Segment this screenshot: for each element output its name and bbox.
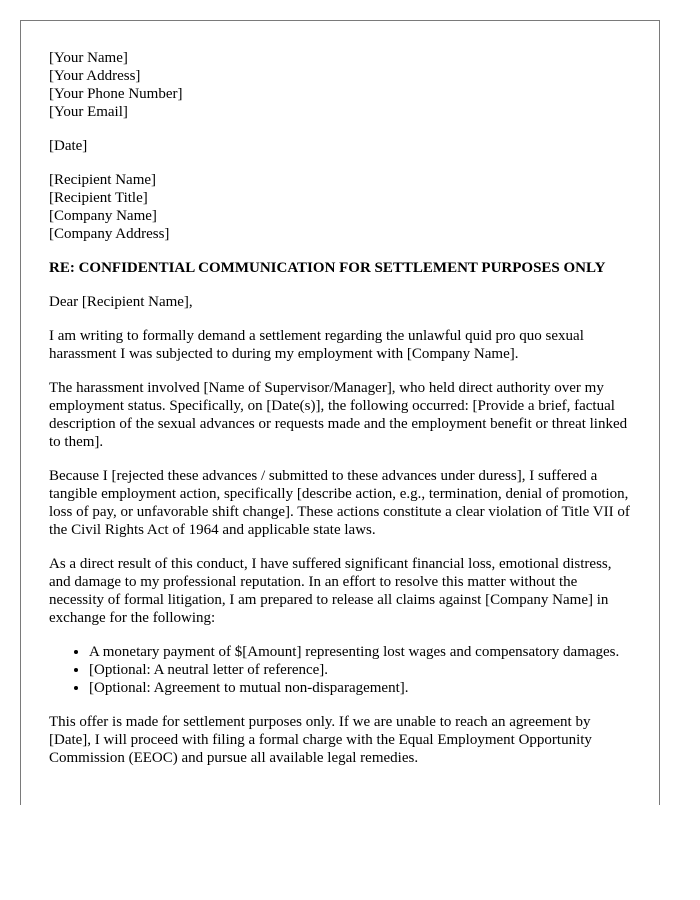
recipient-block <box>49 171 634 243</box>
demand-item-payment: • A monetary payment of $[Amount] representing lost wages and compensatory damages. <box>89 643 634 661</box>
letter-page <box>20 20 660 805</box>
paragraph-intro: I am writing to formally demand a settlement regarding the unlawful quid pro quo sexual harassment I was subjected to during my employment with [Company Name]. <box>49 328 584 362</box>
demand-item-reference: • [Optional: A neutral letter of reference]. <box>89 661 634 679</box>
demands-list <box>49 643 634 697</box>
subject-line: RE: CONFIDENTIAL COMMUNICATION FOR SETTLEMENT PURPOSES ONLY <box>49 260 606 276</box>
sender-block <box>49 49 634 121</box>
paragraph-damages: As a direct result of this conduct, I have suffered significant financial loss, emotional distress, and damage to my professional reputation. In an effort to resolve this matter without the necessity of formal litigation, I am prepared to release all claims against [Company Name] in exchange for the following: <box>49 556 612 626</box>
recipient-name: [Recipient Name] <box>49 172 157 188</box>
sender-phone: [Your Phone Number] <box>49 86 183 102</box>
paragraph-closing: This offer is made for settlement purposes only. If we are unable to reach an agreement by [Date], I will proceed with filing a formal charge with the Equal Employment Opportunity Commission (EEOC) and pursue all available legal remedies. <box>49 714 592 766</box>
paragraph-employment-action: Because I [rejected these advances / submitted to these advances under duress], I suffered a tangible employment action, specifically [describe action, e.g., termination, denial of promotion, loss of pay, or unfavorable shift change]. These actions constitute a clear violation of Title VII of the Civil Rights Act of 1964 and applicable state laws. <box>49 468 630 538</box>
sender-email: [Your Email] <box>49 104 128 120</box>
recipient-company: [Company Name] <box>49 208 157 224</box>
salutation: Dear [Recipient Name], <box>49 294 193 310</box>
recipient-address: [Company Address] <box>49 226 170 242</box>
letter-date: [Date] <box>49 138 88 154</box>
sender-address: [Your Address] <box>49 68 141 84</box>
demand-item-non-disparagement: • [Optional: Agreement to mutual non-disparagement]. <box>89 679 634 697</box>
paragraph-harassment: The harassment involved [Name of Supervisor/Manager], who held direct authority over my employment status. Specifically, on [Date(s)], the following occurred: [Provide a brief, factual description of the sexual advances or requests made and the employment benefit or threat linked to them]. <box>49 380 628 450</box>
recipient-title: [Recipient Title] <box>49 190 148 206</box>
sender-name: [Your Name] <box>49 50 128 66</box>
date-block <box>49 137 634 155</box>
letter-content <box>49 49 634 783</box>
